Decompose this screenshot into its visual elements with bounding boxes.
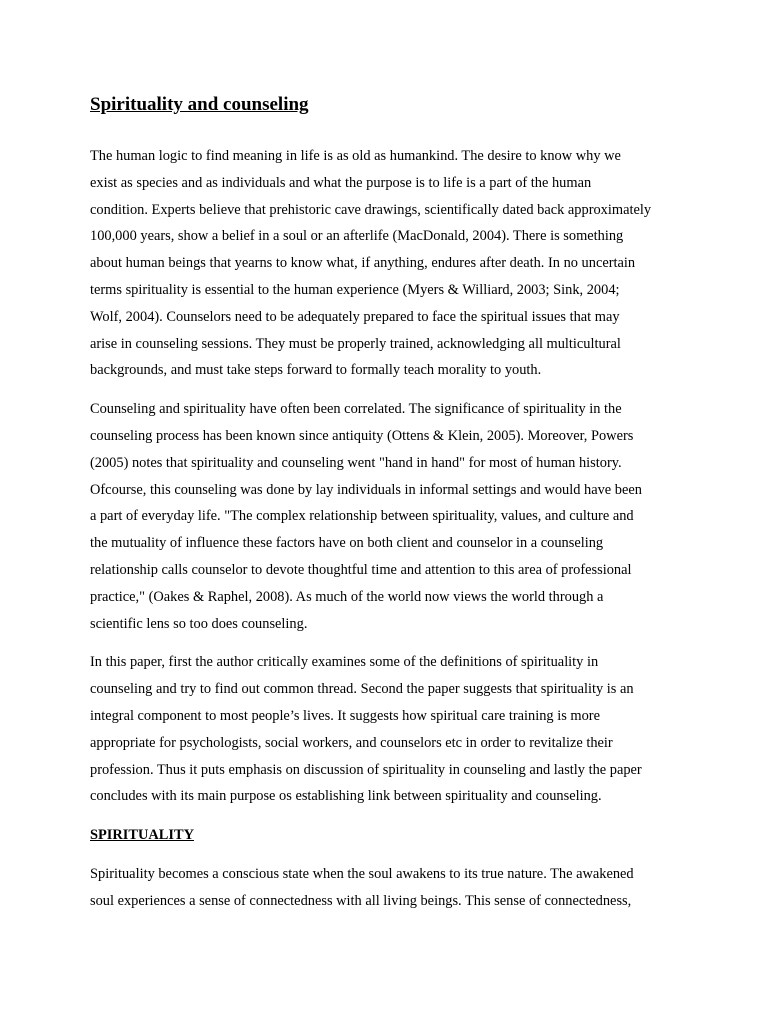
paragraph-line: relationship calls counselor to devote thoughtful time and attention to this area of professional <box>90 561 632 578</box>
paragraph-intro <box>90 143 682 384</box>
paragraph-history <box>90 396 682 637</box>
paragraph-line: Spirituality becomes a conscious state when the soul awakens to its true nature. The awakened <box>90 865 634 882</box>
paragraph-line: 100,000 years, show a belief in a soul or an afterlife (MacDonald, 2004). There is something <box>90 228 624 245</box>
paragraph-line: condition. Experts believe that prehistoric cave drawings, scientifically dated back approximately <box>90 201 652 218</box>
paragraph-line: a part of everyday life. "The complex relationship between spirituality, values, and culture and <box>90 508 634 525</box>
paragraph-line: Wolf, 2004). Counselors need to be adequately prepared to face the spiritual issues that may <box>90 308 620 325</box>
paragraph-overview <box>90 649 682 810</box>
section-heading: SPIRITUALITY <box>90 827 194 844</box>
paragraph-line: practice," (Oakes & Raphel, 2008). As much of the world now views the world through a <box>90 588 604 605</box>
paragraph-line: Ofcourse, this counseling was done by lay individuals in informal settings and would have been <box>90 481 642 498</box>
paragraph-line: arise in counseling sessions. They must be properly trained, acknowledging all multicultural <box>90 335 621 352</box>
paragraph-line: The human logic to find meaning in life is as old as humankind. The desire to know why we <box>90 148 621 164</box>
document-body <box>90 90 682 927</box>
paragraph-line: terms spirituality is essential to the human experience (Myers & Williard, 2003; Sink, 2004; <box>90 281 620 298</box>
paragraph-line: appropriate for psychologists, social workers, and counselors etc in order to revitalize their <box>90 734 613 751</box>
paragraph-line: profession. Thus it puts emphasis on discussion of spirituality in counseling and lastly the paper <box>90 761 642 778</box>
paragraph-line: Counseling and spirituality have often been correlated. The significance of spirituality in the <box>90 401 622 418</box>
paragraph-line: about human beings that yearns to know what, if anything, endures after death. In no uncertain <box>90 255 636 272</box>
paragraph-line: the mutuality of influence these factors have on both client and counselor in a counseling <box>90 535 604 552</box>
paragraph-line: counseling process has been known since antiquity (Ottens & Klein, 2005). Moreover, Powers <box>90 427 634 444</box>
paragraph-line: backgrounds, and must take steps forward to formally teach morality to youth. <box>90 362 542 379</box>
document-title: Spirituality and counseling <box>90 94 309 115</box>
paragraph-line: (2005) notes that spirituality and counseling went "hand in hand" for most of human history. <box>90 454 622 471</box>
paragraph-spirituality <box>90 861 682 915</box>
paragraph-line: counseling and try to find out common thread. Second the paper suggests that spirituality is an <box>90 681 634 698</box>
paragraph-line: integral component to most people’s lives. It suggests how spiritual care training is more <box>90 707 600 724</box>
paragraph-line: concludes with its main purpose os establishing link between spirituality and counseling. <box>90 788 602 805</box>
paragraph-line: exist as species and as individuals and what the purpose is to life is a part of the human <box>90 174 592 191</box>
paragraph-line: scientific lens so too does counseling. <box>90 615 308 632</box>
paragraph-line: soul experiences a sense of connectedness with all living beings. This sense of connectedness, <box>90 892 632 909</box>
paragraph-line: In this paper, first the author critically examines some of the definitions of spirituality in <box>90 654 599 671</box>
